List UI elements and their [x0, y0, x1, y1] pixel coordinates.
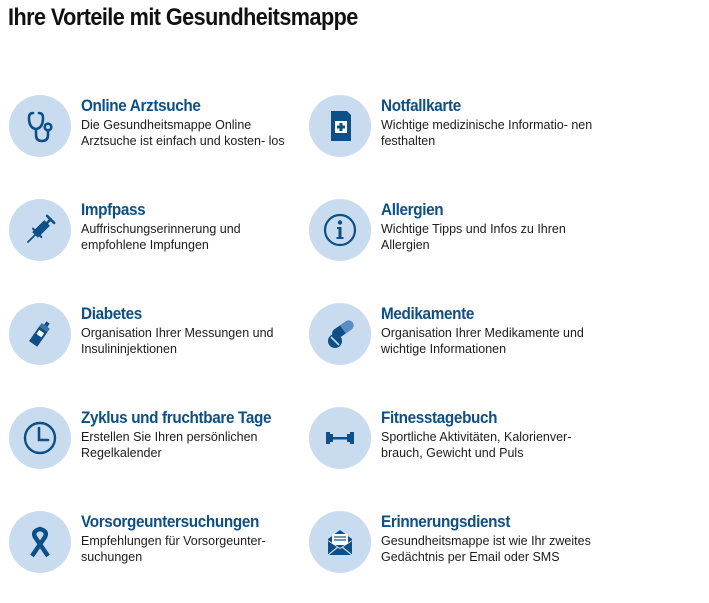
emergency-card-icon: [309, 95, 371, 157]
pills-icon: [309, 303, 371, 365]
syringe-icon: [9, 199, 71, 261]
feature-title: Notfallkarte: [381, 96, 461, 115]
feature-description: Sportliche Aktivitäten, Kalorienver- brauch, Gewicht und Puls: [381, 430, 572, 460]
feature-title: Impfpass: [81, 200, 146, 219]
feature-zyklus[interactable]: [9, 407, 309, 487]
feature-notfallkarte[interactable]: [309, 95, 609, 175]
feature-description: Empfehlungen für Vorsorgeunter- suchungen: [81, 534, 266, 564]
feature-title: Diabetes: [81, 304, 142, 323]
feature-description: Auffrischungserinnerung und empfohlene Impfungen: [81, 222, 241, 252]
dumbbell-icon: [309, 407, 371, 469]
feature-allergien[interactable]: [309, 199, 609, 279]
feature-description: Organisation Ihrer Medikamente und wichtige Informationen: [381, 326, 584, 356]
feature-fitnesstagebuch[interactable]: [309, 407, 609, 487]
feature-impfpass[interactable]: [9, 199, 309, 279]
feature-diabetes[interactable]: [9, 303, 309, 383]
feature-description: Wichtige Tipps und Infos zu Ihren Allergien: [381, 222, 566, 252]
feature-title: Online Arztsuche: [81, 96, 201, 115]
feature-medikamente[interactable]: [309, 303, 609, 383]
feature-title: Allergien: [381, 200, 444, 219]
insulin-pen-icon: [9, 303, 71, 365]
feature-online-arztsuche[interactable]: [9, 95, 309, 175]
feature-title: Vorsorgeuntersuchungen: [81, 512, 259, 531]
stethoscope-icon: [9, 95, 71, 157]
feature-description: Die Gesundheitsmappe Online Arztsuche ist einfach und kosten- los: [81, 118, 285, 148]
feature-description: Gesundheitsmappe ist wie Ihr zweites Gedächtnis per Email oder SMS: [381, 534, 591, 564]
feature-description: Wichtige medizinische Informatio- nen festhalten: [381, 118, 593, 148]
clock-icon: [9, 407, 71, 469]
awareness-ribbon-icon: [9, 511, 71, 573]
feature-title: Erinnerungsdienst: [381, 512, 511, 531]
feature-erinnerungsdienst[interactable]: [309, 511, 609, 591]
feature-title: Medikamente: [381, 304, 474, 323]
page-title: Ihre Vorteile mit Gesundheitsmappe: [8, 4, 358, 31]
info-icon: [309, 199, 371, 261]
envelope-icon: [309, 511, 371, 573]
feature-vorsorgeuntersuchungen[interactable]: [9, 511, 309, 591]
feature-title: Zyklus und fruchtbare Tage: [81, 408, 272, 427]
feature-description: Organisation Ihrer Messungen und Insulininjektionen: [81, 326, 274, 356]
feature-title: Fitnesstagebuch: [381, 408, 498, 427]
feature-description: Erstellen Sie Ihren persönlichen Regelkalender: [81, 430, 258, 460]
